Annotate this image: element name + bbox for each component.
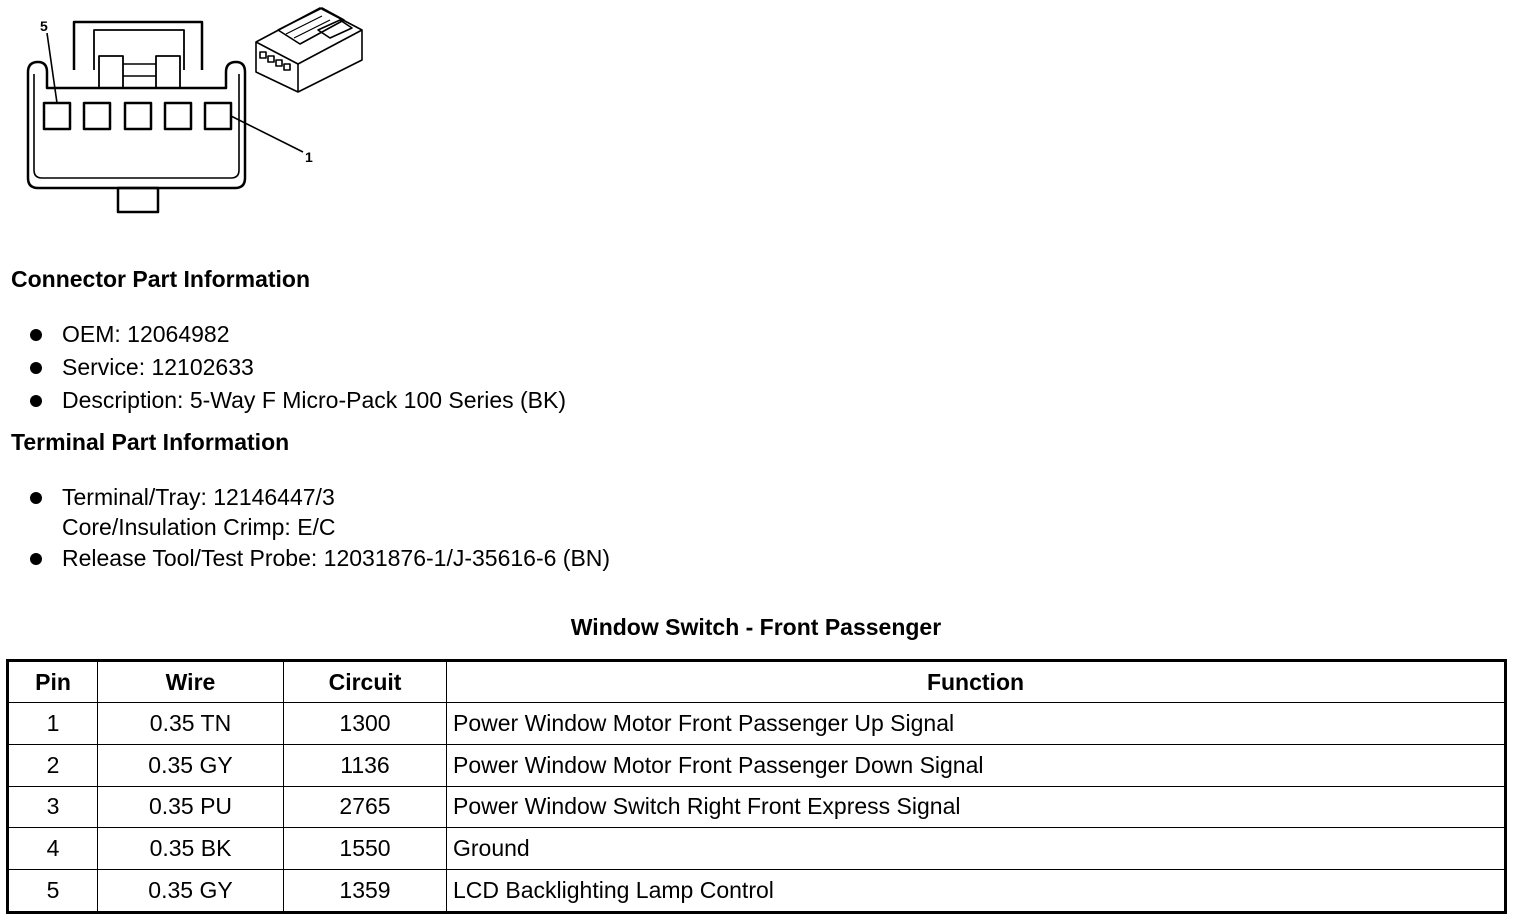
connector-isometric-icon [256, 8, 362, 92]
cell-pin: 4 [8, 828, 98, 870]
bullet-icon [30, 553, 42, 565]
list-item: Terminal/Tray: 12146447/3 Core/Insulation Crimp: E/C [28, 481, 610, 542]
table-header-row [8, 661, 1506, 703]
bullet-icon [30, 329, 42, 341]
connector-part-list [28, 318, 566, 417]
table-row [8, 786, 1506, 828]
list-item: OEM: 12064982 [28, 318, 566, 351]
terminal-part-heading: Terminal Part Information [11, 429, 290, 455]
cell-pin: 2 [8, 744, 98, 786]
connector-diagram [0, 0, 400, 225]
table-title: Window Switch - Front Passenger [570, 614, 942, 640]
cell-wire: 0.35 GY [98, 870, 284, 913]
cell-circuit: 1300 [284, 703, 447, 745]
table-row [8, 828, 1506, 870]
cavity-1 [205, 103, 231, 129]
cell-pin: 1 [8, 703, 98, 745]
cell-function: LCD Backlighting Lamp Control [447, 870, 1506, 913]
pin-label-1: 1 [305, 149, 313, 165]
list-item: Description: 5-Way F Micro-Pack 100 Series (BK) [28, 384, 566, 417]
cavity-3 [125, 103, 151, 129]
connector-body [28, 62, 245, 188]
list-item: Release Tool/Test Probe: 12031876-1/J-35616-6 (BN) [28, 542, 610, 575]
cell-wire: 0.35 PU [98, 786, 284, 828]
header-wire: Wire [98, 661, 284, 703]
cell-pin: 3 [8, 786, 98, 828]
cavity-5 [44, 103, 70, 129]
cell-circuit: 1359 [284, 870, 447, 913]
terminal-part-list [28, 481, 610, 575]
cell-function: Power Window Switch Right Front Express Signal [447, 786, 1506, 828]
pin-label-5: 5 [40, 18, 48, 34]
bullet-icon [30, 362, 42, 374]
cell-function: Ground [447, 828, 1506, 870]
cell-wire: 0.35 GY [98, 744, 284, 786]
header-function: Function [447, 661, 1506, 703]
cell-wire: 0.35 BK [98, 828, 284, 870]
cell-circuit: 1550 [284, 828, 447, 870]
table-row [8, 703, 1506, 745]
cell-circuit: 1136 [284, 744, 447, 786]
cavity-2 [165, 103, 191, 129]
bullet-icon [30, 492, 42, 504]
cavity-4 [84, 103, 110, 129]
cell-wire: 0.35 TN [98, 703, 284, 745]
header-circuit: Circuit [284, 661, 447, 703]
bullet-icon [30, 395, 42, 407]
cell-circuit: 2765 [284, 786, 447, 828]
header-pin: Pin [8, 661, 98, 703]
cell-pin: 5 [8, 870, 98, 913]
connector-part-heading: Connector Part Information [11, 266, 311, 292]
cell-function: Power Window Motor Front Passenger Down Signal [447, 744, 1506, 786]
connector-key [118, 188, 158, 212]
table-row [8, 744, 1506, 786]
pinout-table [6, 659, 1507, 914]
table-row [8, 870, 1506, 913]
cell-function: Power Window Motor Front Passenger Up Signal [447, 703, 1506, 745]
list-item: Service: 12102633 [28, 351, 566, 384]
